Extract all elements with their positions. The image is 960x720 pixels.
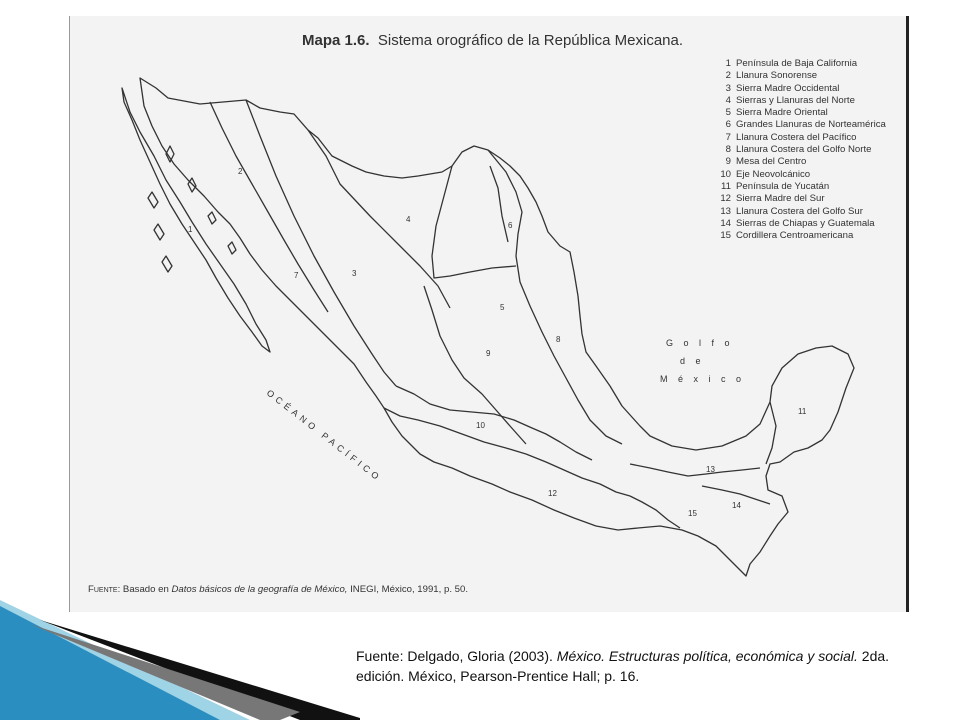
map-title-prefix: Mapa 1.6. xyxy=(302,32,370,49)
legend-item-name: Cordillera Centroamericana xyxy=(736,230,854,242)
boundary-12-15 xyxy=(630,496,680,528)
region-number-15: 15 xyxy=(688,509,697,518)
boundary-10-12 xyxy=(384,408,630,496)
region-number-14: 14 xyxy=(732,501,741,510)
region-number-7: 7 xyxy=(294,271,299,280)
map-legend xyxy=(717,58,886,242)
legend-item-number: 4 xyxy=(725,94,731,106)
legend-item xyxy=(717,230,886,242)
legend-item-name: Llanura Costera del Pacífico xyxy=(736,131,857,143)
legend-item-number: 1 xyxy=(725,58,731,69)
region-number-12: 12 xyxy=(548,489,557,498)
map-source-pre: Basado en xyxy=(122,584,172,595)
legend-item-number: 6 xyxy=(725,119,731,131)
legend-item xyxy=(717,58,886,70)
boundary-4-5 xyxy=(308,130,450,308)
legend-item-number: 14 xyxy=(720,217,731,229)
golfo-label-line3: M é x i c o xyxy=(660,374,746,384)
legend-item xyxy=(717,169,886,181)
region-number-3: 3 xyxy=(352,269,357,278)
legend-item xyxy=(717,107,886,119)
region-number-8: 8 xyxy=(556,335,561,344)
legend-item xyxy=(717,156,886,168)
legend-item-number: 3 xyxy=(725,82,731,94)
baja-california-outline xyxy=(122,88,270,352)
map-source-title: Datos básicos de la geografía de México, xyxy=(171,584,348,595)
legend-item-number: 10 xyxy=(720,168,731,180)
legend-item xyxy=(717,83,886,95)
legend-item-name: Mesa del Centro xyxy=(736,156,807,168)
map-source-post: INEGI, México, 1991, p. 50. xyxy=(347,584,468,595)
citation-part2: 2da. edición. México, Pearson-Prentice Hall; p. 16. xyxy=(356,648,890,684)
boundary-9-10 xyxy=(396,386,592,460)
legend-item-name: Sierra Madre Oriental xyxy=(736,107,828,119)
legend-item xyxy=(717,70,886,82)
legend-item-number: 5 xyxy=(725,107,731,119)
legend-item xyxy=(717,181,886,193)
legend-item-name: Península de Baja California xyxy=(736,58,858,69)
legend-item-number: 2 xyxy=(725,70,731,82)
baja-inner-island-3 xyxy=(162,256,172,272)
boundary-3-9 xyxy=(424,286,526,444)
legend-item-name: Sierra Madre del Sur xyxy=(736,193,825,205)
region-number-5: 5 xyxy=(500,303,505,312)
pacific-ocean-label: OCÉANO PACÍFICO xyxy=(264,387,384,484)
legend-item-name: Grandes Llanuras de Norteamérica xyxy=(736,119,886,131)
legend-item-name: Sierra Madre Occidental xyxy=(736,82,840,94)
legend-item xyxy=(717,119,886,131)
legend-item-number: 8 xyxy=(725,144,731,156)
golfo-label-line1: G o l f o xyxy=(666,338,734,348)
legend-item-name: Llanura Costera del Golfo Norte xyxy=(736,144,872,156)
map-source-note xyxy=(88,584,468,595)
region-number-4: 4 xyxy=(406,215,411,224)
region-number-13: 13 xyxy=(706,465,715,474)
gulf-island-2 xyxy=(188,178,196,192)
citation-book-title: México. Estructuras política, económica y social. xyxy=(556,648,858,664)
legend-item-number: 12 xyxy=(720,193,731,205)
legend-item-number: 11 xyxy=(721,180,731,192)
boundary-6-8 xyxy=(488,150,622,444)
boundary-13-15 xyxy=(630,464,760,476)
legend-item-name: Sierras de Chiapas y Guatemala xyxy=(736,217,875,229)
legend-item-number: 7 xyxy=(725,131,731,143)
legend-item-name: Península de Yucatán xyxy=(736,180,830,192)
boundary-11 xyxy=(766,402,776,464)
citation-part1: Fuente: Delgado, Gloria (2003). xyxy=(356,648,557,664)
gulf-island-3 xyxy=(208,212,216,224)
region-number-10: 10 xyxy=(476,421,485,430)
region-number-1: 1 xyxy=(188,225,193,234)
legend-item xyxy=(717,206,886,218)
map-source-label: Fuente: xyxy=(88,584,121,595)
gulf-island-4 xyxy=(228,242,236,254)
baja-inner-island-1 xyxy=(148,192,158,208)
map-figure xyxy=(70,16,906,612)
legend-item-number: 13 xyxy=(720,205,731,217)
legend-item-name: Eje Neovolcánico xyxy=(736,168,811,180)
region-number-11: 11 xyxy=(798,407,807,416)
region-number-6: 6 xyxy=(508,221,513,230)
map-title-text: Sistema orográfico de la República Mexicana. xyxy=(377,32,684,49)
slide-corner-decoration xyxy=(0,600,360,720)
legend-item-name: Llanura Costera del Golfo Sur xyxy=(736,205,863,217)
citation-text xyxy=(356,646,926,686)
legend-item-name: Sierras y Llanuras del Norte xyxy=(736,94,855,106)
legend-item xyxy=(717,132,886,144)
legend-item-name: Llanura Sonorense xyxy=(736,70,818,82)
legend-item xyxy=(717,144,886,156)
legend-item-number: 15 xyxy=(720,230,731,242)
region-number-2: 2 xyxy=(238,167,243,176)
legend-item xyxy=(717,193,886,205)
baja-inner-island-2 xyxy=(154,224,164,240)
golfo-label-line2: d e xyxy=(680,356,705,366)
scanned-map-page xyxy=(69,16,909,612)
boundary-6-inner xyxy=(490,166,508,242)
legend-item xyxy=(717,218,886,230)
region-number-9: 9 xyxy=(486,349,491,358)
legend-item xyxy=(717,95,886,107)
legend-item-number: 9 xyxy=(725,156,731,168)
